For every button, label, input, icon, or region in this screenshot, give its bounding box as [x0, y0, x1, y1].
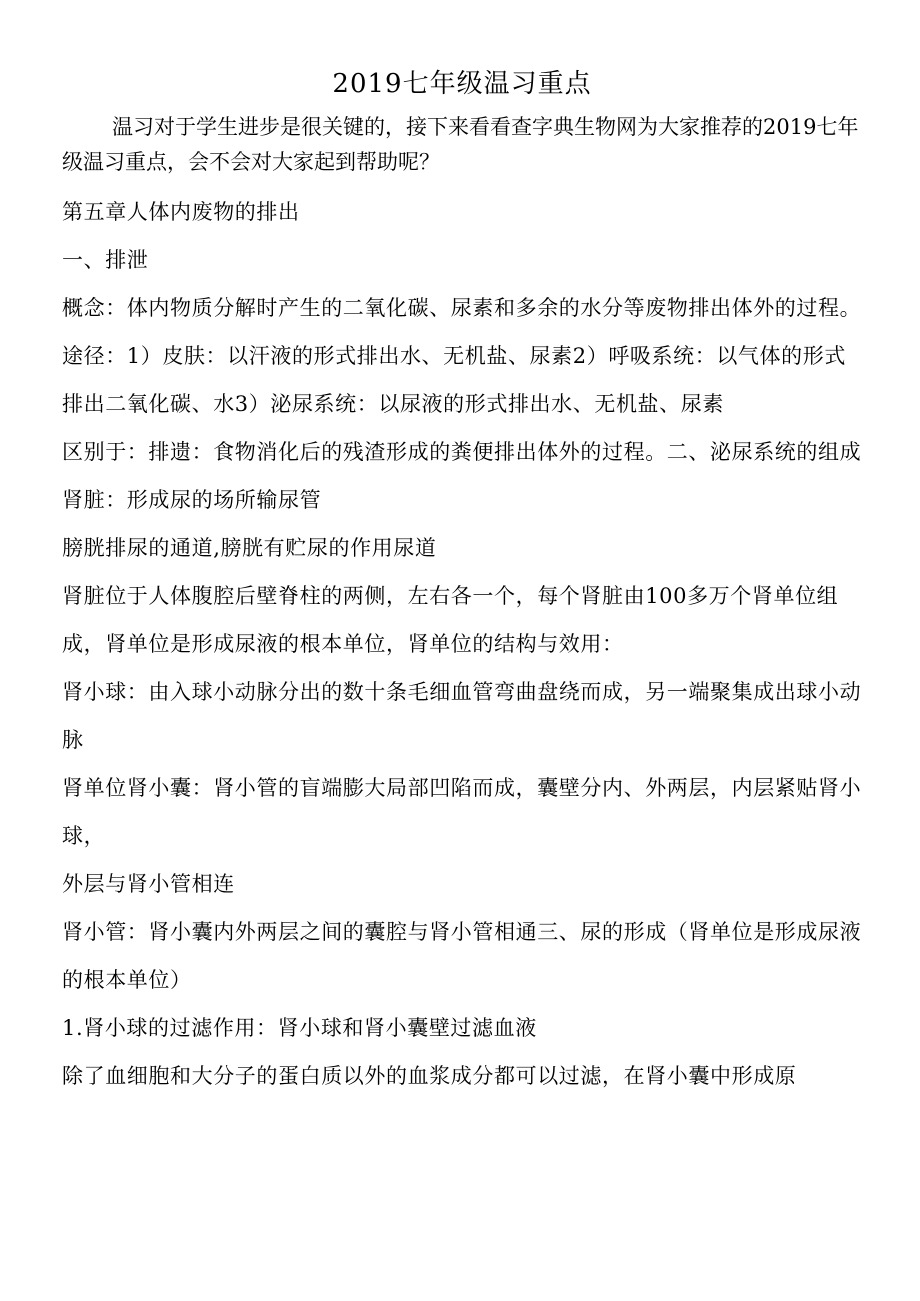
paragraph-glomerulus: 肾小球：由入球小动脉分出的数十条毛细血管弯曲盘绕而成，另一端聚集成出球小动脉 — [62, 680, 862, 752]
paragraph-outer-layer: 外层与肾小管相连 — [62, 872, 235, 896]
paragraph-capsule: 肾单位肾小囊：肾小管的盲端膨大局部凹陷而成，囊壁分内、外两层，内层紧贴肾小球， — [62, 776, 862, 848]
paragraph-plasma: 除了血细胞和大分子的蛋白质以外的血浆成分都可以过滤，在肾小囊中形成原 — [62, 1064, 797, 1088]
chapter-heading: 第五章人体内废物的排出 — [62, 200, 300, 224]
intro-paragraph: 温习对于学生进步是很关键的，接下来看看查字典生物网为大家推荐的2019七年级温习重点，会不会对大家起到帮助呢？ — [62, 115, 859, 174]
paragraph-difference: 区别于：排遗：食物消化后的残渣形成的粪便排出体外的过程。二、泌尿系统的组成肾脏：形成尿的场所输尿管 — [62, 440, 862, 512]
document-page — [62, 66, 862, 1100]
section-heading-excretion: 一、排泄 — [62, 248, 149, 272]
paragraph-filtration: 1.肾小球的过滤作用：肾小球和肾小囊壁过滤血液 — [62, 1016, 537, 1040]
paragraph-concept: 概念：体内物质分解时产生的二氧化碳、尿素和多余的水分等废物排出体外的过程。途径：1）皮肤：以汗液的形式排出水、无机盐、尿素2）呼吸系统：以气体的形式排出二氧化碳、水3）泌尿系统：以尿液的形式排出水、无机盐、尿素 — [62, 296, 862, 416]
document-title: 2019七年级温习重点 — [332, 69, 592, 99]
paragraph-kidney: 肾脏位于人体腹腔后壁脊柱的两侧，左右各一个，每个肾脏由100多万个肾单位组成，肾单位是形成尿液的根本单位，肾单位的结构与效用： — [62, 584, 839, 656]
paragraph-tubule: 肾小管：肾小囊内外两层之间的囊腔与肾小管相通三、尿的形成（肾单位是形成尿液的根本单位） — [62, 920, 862, 992]
paragraph-bladder: 膀胱排尿的通道,膀胱有贮尿的作用尿道 — [62, 536, 437, 560]
